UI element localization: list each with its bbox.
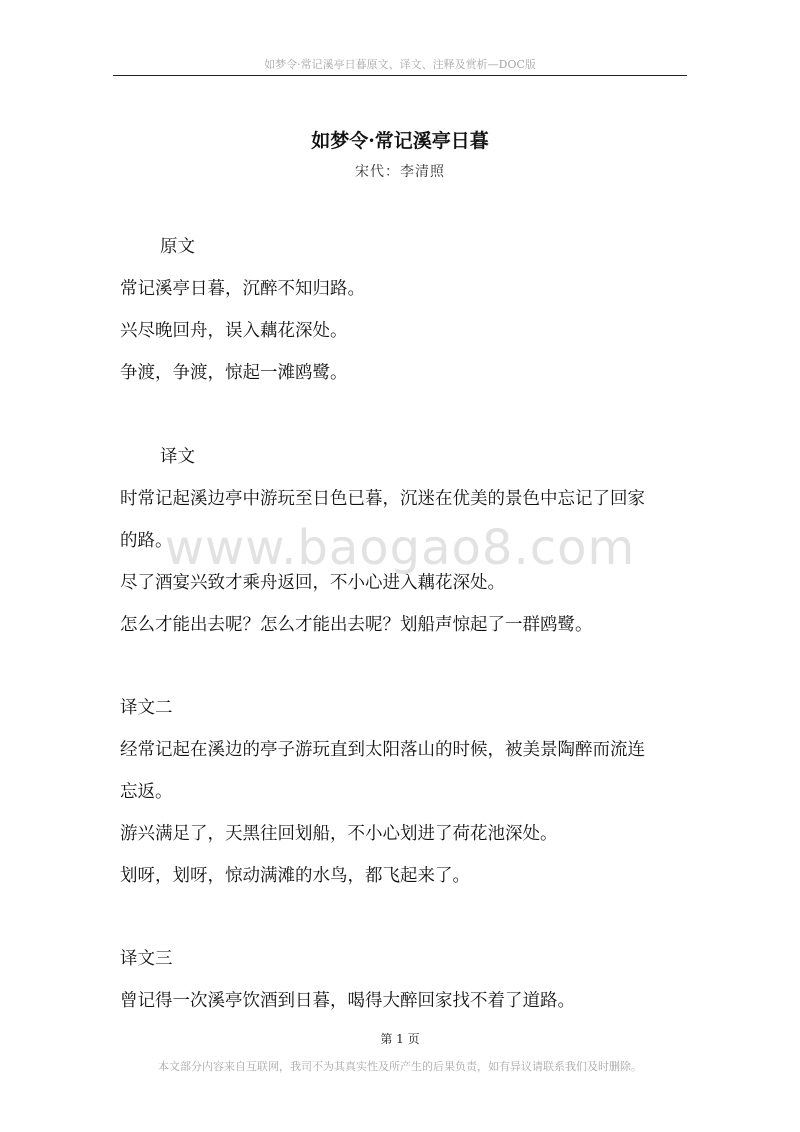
translation2-line: 划呀，划呀，惊动满滩的水鸟，都飞起来了。 <box>120 866 470 886</box>
translation2-line: 游兴满足了，天黑往回划船，不小心划进了荷花池深处。 <box>120 824 558 844</box>
section-heading-translation: 译文 <box>160 447 195 467</box>
section-heading-translation3: 译文三 <box>120 949 173 969</box>
original-line: 争渡，争渡，惊起一滩鸥鹭。 <box>120 363 348 383</box>
page-header: 如梦令·常记溪亭日暮原文、译文、注释及赏析—DOC版 <box>264 58 536 71</box>
section-heading-translation2: 译文二 <box>120 698 173 718</box>
original-line: 常记溪亭日暮，沉醉不知归路。 <box>120 279 365 299</box>
translation-line: 怎么才能出去呢？怎么才能出去呢？划船声惊起了一群鸥鹭。 <box>120 615 593 635</box>
translation2-line: 经常记起在溪边的亭子游玩直到太阳落山的时候，被美景陶醉而流连 <box>120 740 645 760</box>
translation3-line: 曾记得一次溪亭饮酒到日暮，喝得大醉回家找不着了道路。 <box>120 991 575 1011</box>
translation-line: 尽了酒宴兴致才乘舟返回，不小心进入藕花深处。 <box>120 573 505 593</box>
footer-disclaimer: 本文部分内容来自互联网，我司不为其真实性及所产生的后果负责，如有异议请联系我们及时删除。 <box>158 1060 642 1073</box>
watermark: www.baogao8.com <box>164 520 636 576</box>
translation2-line: 忘返。 <box>120 782 173 802</box>
author-line: 宋代：李清照 <box>355 164 445 180</box>
page-number: 第 1 页 <box>380 1032 420 1046</box>
translation-line: 的路。 <box>120 531 173 551</box>
document-title: 如梦令·常记溪亭日暮 <box>311 130 489 152</box>
header-divider <box>113 75 687 76</box>
section-heading-original: 原文 <box>160 237 195 257</box>
translation-line: 时常记起溪边亭中游玩至日色已暮，沉迷在优美的景色中忘记了回家 <box>120 489 645 509</box>
original-line: 兴尽晚回舟，误入藕花深处。 <box>120 321 348 341</box>
